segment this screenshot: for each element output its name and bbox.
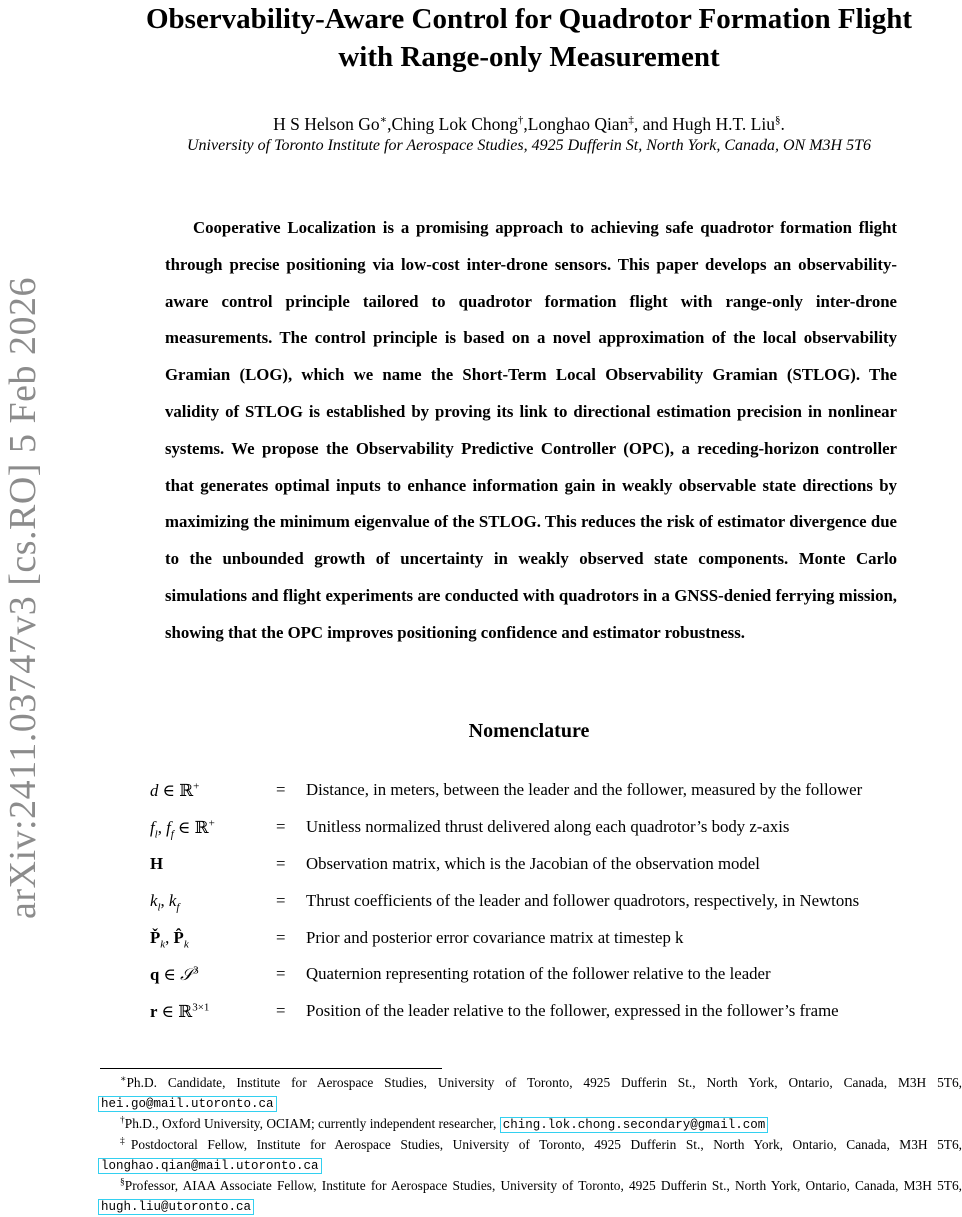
footnote-mark: †	[120, 1115, 125, 1126]
footnote-text: Ph.D. Candidate, Institute for Aerospace Studies, University of Toronto, 4925 Dufferin St., North York, Ontario, Canada, M3H 5T6,	[126, 1075, 962, 1090]
symbol-H: H	[150, 853, 164, 873]
footnote-mark: ∗	[120, 1074, 127, 1085]
affiliation: University of Toronto Institute for Aerospace Studies, 4925 Dufferin St, North York, Canada, ON M3H 5T6	[186, 137, 872, 154]
nomenclature-row	[150, 846, 950, 883]
definition: Quaternion representing rotation of the follower relative to the leader	[306, 964, 771, 984]
nomenclature-row	[150, 956, 950, 993]
author-3: Longhao Qian	[527, 114, 629, 134]
author-4: Hugh H.T. Liu	[672, 114, 775, 134]
definition: Prior and posterior error covariance matrix at timestep k	[306, 927, 684, 947]
footnote-divider	[100, 1068, 442, 1069]
equals-sign: =	[276, 780, 286, 800]
footnote-text: Postdoctoral Fellow, Institute for Aerospace Studies, University of Toronto, 4925 Dufferin St., North York, Ontario, Canada, M3H 5T6,	[130, 1137, 962, 1152]
equals-sign: =	[276, 853, 286, 873]
definition: Distance, in meters, between the leader and the follower, measured by the follower	[306, 780, 863, 800]
nomenclature-heading: Nomenclature	[468, 720, 590, 742]
symbol-P: $P̌_k$, $P̂_k$	[150, 927, 189, 950]
footnote-mark: ‡	[120, 1136, 131, 1147]
footnote-text: Ph.D., Oxford University, OCIAM; currently independent researcher,	[124, 1116, 497, 1131]
definition: Position of the leader relative to the follower, expressed in the follower’s frame	[306, 1001, 839, 1021]
definition: Thrust coefficients of the leader and follower quadrotors, respectively, in Newtons	[306, 890, 860, 910]
arxiv-sidebar-stamp	[0, 276, 46, 919]
definition: Observation matrix, which is the Jacobian of the observation model	[306, 853, 760, 873]
symbol-k: $k_l$, $k_f$	[150, 890, 180, 914]
author-1: H S Helson Go	[273, 114, 380, 134]
author-sep-3: , and	[633, 114, 673, 134]
paper-title	[96, 0, 962, 76]
abstract: Cooperative Localization is a promising approach to achieving safe quadrotor formation flight through precise positioning via low-cost inter-drone sensors. This paper develops an observability-aware control principle tailored to quadrotor formation flight with range-only inter-drone measurements. The control principle is based on a novel approximation of the local observability Gramian (LOG), which we name the Short-Term Local Observability Gramian (STLOG). The validity of STLOG is established by proving its link to directional estimation precision in nonlinear systems. We propose the Observability Predictive Controller (OPC), a receding-horizon controller that generates optimal inputs to enhance information gain in weakly observable state directions by maximizing the minimum eigenvalue of the STLOG. This reduces the risk of estimator divergence due to the unbounded growth of uncertainty in weakly observed state components. Monte Carlo simulations and flight experiments are conducted with quadrotors in a GNSS-denied ferrying mission, showing that the OPC improves positioning confidence and estimator robustness.	[165, 218, 897, 642]
author-4-mark: §	[774, 114, 781, 127]
nomenclature-row	[150, 882, 950, 919]
symbol-d: d ∈ ℝ+	[150, 780, 200, 800]
nomenclature-row	[150, 809, 950, 846]
footnote-mark: §	[120, 1177, 125, 1188]
footnote	[98, 1073, 962, 1114]
nomenclature-row	[150, 772, 950, 809]
nomenclature-row	[150, 919, 950, 956]
footnote-text: Professor, AIAA Associate Fellow, Institute for Aerospace Studies, University of Toronto, 4925 Dufferin St., North York, Ontario, Canada, M3H 5T6,	[124, 1178, 962, 1193]
title-line-1: Observability-Aware Control for Quadrotor Formation Flight	[145, 3, 913, 35]
footnotes	[98, 1073, 962, 1217]
title-line-2: with Range-only Measurement	[338, 41, 720, 73]
email-link[interactable]: hei.go@mail.utoronto.ca	[98, 1096, 277, 1112]
equals-sign: =	[276, 964, 286, 984]
equals-sign: =	[276, 1001, 286, 1021]
author-sep-1: ,	[387, 114, 392, 134]
symbol-q: q ∈ 𝒮$^3$	[150, 964, 199, 984]
equals-sign: =	[276, 817, 286, 837]
author-2: Ching Lok Chong	[391, 114, 518, 134]
author-list	[96, 112, 962, 136]
author-sep-2: ,	[523, 114, 528, 134]
footnote	[98, 1114, 962, 1135]
definition: Unitless normalized thrust delivered along each quadrotor’s body z-axis	[306, 817, 790, 837]
email-link[interactable]: longhao.qian@mail.utoronto.ca	[98, 1158, 322, 1174]
symbol-r: r ∈ ℝ$^{3\times 1}$	[150, 1001, 210, 1021]
arxiv-id: arXiv:2411.03747v3 [cs.RO] 5 Feb 2026	[2, 276, 44, 919]
equals-sign: =	[276, 927, 286, 947]
email-link[interactable]: hugh.liu@utoronto.ca	[98, 1199, 254, 1215]
author-1-mark: ∗	[379, 114, 388, 127]
nomenclature-row	[150, 993, 950, 1030]
symbol-thrust: $f_l$, $f_f$ ∈ ℝ+	[150, 817, 215, 841]
equals-sign: =	[276, 890, 286, 910]
author-3-mark: ‡	[628, 114, 634, 127]
footnote	[98, 1176, 962, 1217]
footnote	[98, 1135, 962, 1176]
author-end: .	[780, 114, 785, 134]
email-link[interactable]: ching.lok.chong.secondary@gmail.com	[500, 1117, 769, 1133]
author-2-mark: †	[517, 114, 524, 127]
nomenclature-list	[150, 772, 950, 1030]
